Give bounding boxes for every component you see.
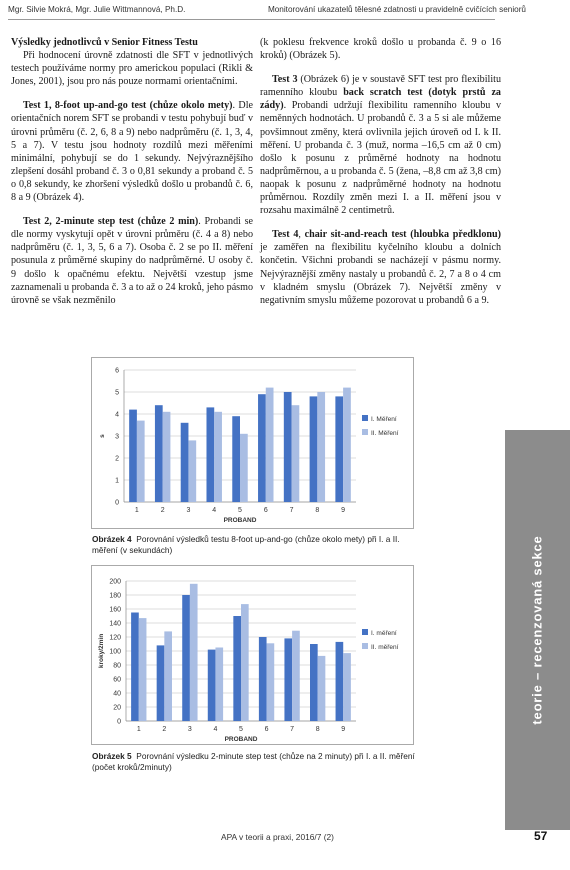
bar-series1-proband-4 bbox=[208, 650, 216, 721]
page-number: 57 bbox=[534, 829, 548, 843]
bar-series1-proband-8 bbox=[310, 644, 318, 721]
test2-paragraph: Test 2, 2-minute step test (chůze 2 min). Probandi se dle normy vyskytují opět v úrovni průměru (č. 4 a 8) nebo nadprůměru (č. 1, 3, 5, 6 a 7). Osoba č. 2 se po II. měření posunula z průměrné skupiny do nadprůměrné. U osoby č. 9 došlo k opačnému efektu. Největší vzestup jsme zaznamenali u probanda č. 3 a to až o 24 kroků, jeho pásmo úrovně se však nezměnilo bbox=[11, 216, 253, 306]
bar-series2-proband-3 bbox=[190, 584, 198, 721]
test1-paragraph: Test 1, 8-foot up-and-go test (chůze okolo mety). Dle orientačních norem SFT se probandi v testu pohybují buď v úrovni průměru (č. 2, 6, 8 a 9) nebo nadprůměru (č. 1, 3, 4, 5 a 7). V testu jsou hodnoty rozdílů mezi měřeními minimální, pohybují se do 1 sekundy. Nejvýraznějšího zlepšení dosáhl proband č. 3 o 0,81 sekundy a proband č. 5 o 0,8 sekundy, ke zhoršení výsledků došlo u probandů č. 6, 8 a 9 (Obrázek 4). bbox=[11, 100, 253, 204]
bar-series1-proband-2 bbox=[155, 405, 163, 502]
bar-series1-proband-3 bbox=[182, 595, 190, 721]
x-axis-title: PROBAND bbox=[224, 736, 258, 743]
left-column bbox=[11, 36, 253, 318]
footer-journal: APA v teorii a praxi, 2016/7 (2) bbox=[221, 832, 334, 842]
bar-series1-proband-9 bbox=[336, 642, 344, 721]
y-tick-label: 2 bbox=[115, 455, 119, 463]
y-tick-label: 60 bbox=[113, 676, 121, 684]
continuation-paragraph: (k poklesu frekvence kroků došlo u probanda č. 9 o 16 kroků) (Obrázek 5). bbox=[260, 37, 501, 62]
x-tick-label: 5 bbox=[238, 507, 242, 514]
bar-series1-proband-1 bbox=[129, 410, 137, 502]
bar-series2-proband-2 bbox=[164, 631, 172, 721]
section-heading: Výsledky jednotlivců v Senior Fitness Testu bbox=[11, 37, 198, 48]
legend-swatch bbox=[362, 643, 368, 649]
x-tick-label: 4 bbox=[212, 507, 217, 514]
legend-swatch bbox=[362, 429, 368, 435]
x-axis-title: PROBAND bbox=[223, 517, 257, 524]
x-tick-label: 2 bbox=[160, 507, 165, 514]
bar-series2-proband-9 bbox=[343, 388, 351, 502]
y-tick-label: 160 bbox=[109, 606, 121, 614]
bar-series1-proband-7 bbox=[284, 392, 292, 502]
x-tick-label: 4 bbox=[213, 726, 218, 733]
test4-name: chair sit-and-reach test (hloubka předklonu) bbox=[304, 229, 501, 241]
x-tick-label: 7 bbox=[289, 507, 294, 514]
y-axis-title: s bbox=[99, 434, 106, 438]
y-tick-label: 4 bbox=[115, 411, 119, 419]
legend-label: I. Měření bbox=[371, 416, 397, 423]
x-tick-label: 7 bbox=[290, 726, 295, 733]
y-tick-label: 140 bbox=[109, 620, 121, 628]
test2-title: Test 2, 2-minute step test (chůze 2 min) bbox=[23, 216, 199, 228]
legend-swatch bbox=[362, 415, 368, 421]
right-column bbox=[260, 36, 501, 318]
bar-series1-proband-3 bbox=[181, 423, 189, 502]
y-tick-label: 80 bbox=[113, 662, 121, 670]
bar-series1-proband-5 bbox=[232, 416, 240, 502]
bar-series2-proband-7 bbox=[292, 631, 300, 721]
figure-4-svg bbox=[92, 358, 415, 530]
header-authors: Mgr. Silvie Mokrá, Mgr. Julie Wittmannová, Ph.D. bbox=[8, 5, 186, 14]
bar-series1-proband-1 bbox=[131, 613, 139, 722]
y-axis-title: kroky/2min bbox=[98, 633, 105, 669]
y-tick-label: 6 bbox=[115, 367, 119, 375]
x-tick-label: 5 bbox=[239, 726, 243, 733]
x-tick-label: 1 bbox=[136, 726, 141, 733]
bar-series2-proband-4 bbox=[215, 648, 223, 722]
intro-paragraph: Při hodnocení úrovně zdatnosti dle SFT v jednotlivých testech používáme normy pro americkou populaci (Rikli & Jones, 2001), jsou pro nás pouze normami orientačními. bbox=[11, 50, 253, 88]
y-tick-label: 0 bbox=[117, 718, 121, 726]
bar-series2-proband-8 bbox=[318, 656, 326, 721]
y-tick-label: 5 bbox=[115, 389, 119, 397]
x-tick-label: 9 bbox=[341, 726, 346, 733]
sidebar-label: teorie – recenzovaná sekce bbox=[529, 535, 545, 725]
legend-label: I. měření bbox=[371, 630, 397, 637]
legend-label: II. Měření bbox=[371, 430, 399, 437]
y-tick-label: 3 bbox=[115, 433, 119, 441]
y-tick-label: 20 bbox=[113, 704, 121, 712]
y-tick-label: 200 bbox=[109, 578, 121, 586]
bar-series1-proband-6 bbox=[258, 394, 266, 502]
legend-swatch bbox=[362, 629, 368, 635]
bar-series1-proband-5 bbox=[233, 616, 241, 721]
bar-series1-proband-6 bbox=[259, 637, 267, 721]
figure-5-caption: Obrázek 5 Porovnání výsledku 2-minute step test (chůze na 2 minuty) při I. a II. měření (počet kroků/2minuty) bbox=[92, 751, 415, 772]
x-tick-label: 6 bbox=[263, 507, 268, 514]
x-tick-label: 1 bbox=[134, 507, 139, 514]
bar-series1-proband-2 bbox=[157, 645, 165, 721]
x-tick-label: 8 bbox=[315, 507, 320, 514]
bar-series2-proband-1 bbox=[137, 421, 145, 502]
bar-series2-proband-1 bbox=[139, 618, 147, 721]
y-tick-label: 1 bbox=[115, 477, 119, 485]
bar-series2-proband-8 bbox=[317, 392, 325, 502]
test4-paragraph: Test 4, chair sit-and-reach test (hloubka předklonu) je zaměřen na flexibilitu kyčelního kloubu a dolních končetin. Všichni probandi se nacházejí v pásmu normy. Nejvýraznější změny nastaly u probandů č. 2, 7 a 8 o 4 cm v kladném smyslu (Obrázek 7). Největší změny v negativním smyslu můžeme pozorovat u probandů 6 a 9. bbox=[260, 229, 501, 306]
y-tick-label: 100 bbox=[109, 648, 121, 656]
figure-5-svg bbox=[92, 566, 415, 746]
bar-series2-proband-5 bbox=[240, 434, 248, 502]
bar-series2-proband-4 bbox=[214, 412, 222, 502]
x-tick-label: 8 bbox=[315, 726, 320, 733]
bar-series2-proband-5 bbox=[241, 604, 249, 721]
header-rule bbox=[8, 19, 495, 20]
bar-series2-proband-6 bbox=[266, 388, 274, 502]
test3-paragraph: Test 3 (Obrázek 6) je v soustavě SFT test pro flexibilitu ramenního kloubu back scratch test (dotyk prstů za zády). Probandi udržují flexibilitu ramenního kloubu v neměnných hodnotách. U probandů č. 3 a 5 si ale můžeme povšimnout změny, která ovlivnila jejich úroveň od I. k II. měření. U probanda č. 3 (muž, norma –16,5 cm až 0 cm) došlo k posunu z průměrné hodnoty na hodnotu nadprůměrnou, a u probanda č. 5 (žena, –8,8 cm až 3,8 cm) naopak k posunu z nadprůměrné hodnoty na hodnotu průměrnou. Rozdíly změn mezi I. a II. měření jsou v rozsahu maximálně 2 centimetrů. bbox=[260, 74, 501, 217]
bar-series2-proband-6 bbox=[267, 643, 275, 721]
legend-label: II. měření bbox=[371, 644, 399, 651]
x-tick-label: 6 bbox=[264, 726, 269, 733]
y-tick-label: 180 bbox=[109, 592, 121, 600]
test3-name: back scratch test (dotyk prstů za zády) bbox=[260, 87, 501, 112]
figure-4-chart bbox=[91, 357, 414, 529]
x-tick-label: 9 bbox=[341, 507, 346, 514]
bar-series2-proband-9 bbox=[343, 653, 351, 721]
x-tick-label: 3 bbox=[187, 726, 192, 733]
header-running-title: Monitorování ukazatelů tělesné zdatnosti u pravidelně cvičících seniorů bbox=[267, 5, 526, 14]
figure-4-caption: Obrázek 4 Porovnání výsledků testu 8-foot up-and-go (chůze okolo mety) při I. a II. měření (v sekundách) bbox=[92, 534, 400, 555]
bar-series2-proband-3 bbox=[188, 440, 196, 502]
test1-title: Test 1, 8-foot up-and-go test (chůze okolo mety) bbox=[23, 100, 233, 112]
y-tick-label: 40 bbox=[113, 690, 121, 698]
bar-series1-proband-9 bbox=[335, 396, 343, 502]
bar-series1-proband-7 bbox=[284, 638, 292, 721]
page-header bbox=[0, 0, 570, 18]
bar-series1-proband-4 bbox=[206, 407, 214, 502]
x-tick-label: 3 bbox=[186, 507, 191, 514]
bar-series2-proband-2 bbox=[163, 412, 171, 502]
figure-5-chart bbox=[91, 565, 414, 745]
bar-series1-proband-8 bbox=[310, 396, 318, 502]
bar-series2-proband-7 bbox=[292, 405, 300, 502]
y-tick-label: 0 bbox=[115, 499, 119, 507]
x-tick-label: 2 bbox=[162, 726, 167, 733]
y-tick-label: 120 bbox=[109, 634, 121, 642]
